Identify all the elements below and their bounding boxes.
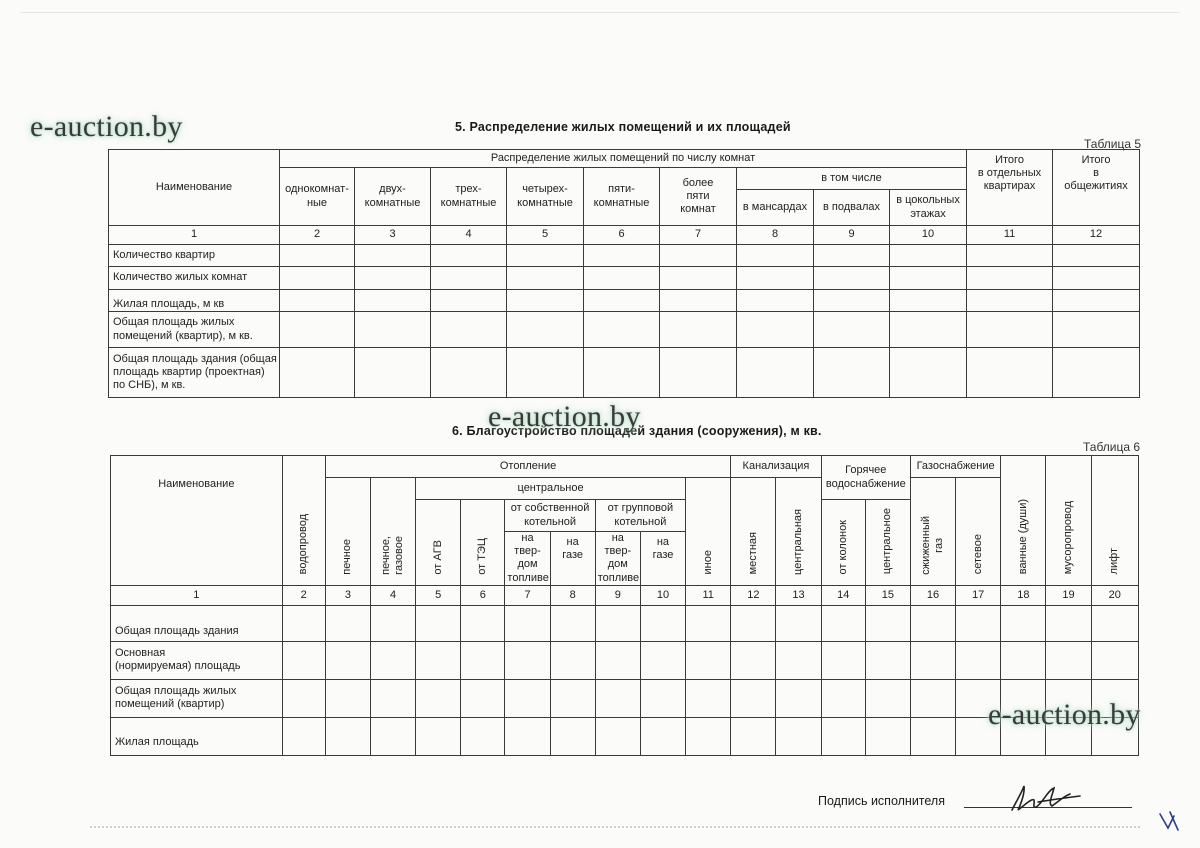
- t6-head-group: от групповой котельной: [595, 500, 685, 532]
- t6-num: 8: [550, 585, 595, 605]
- t6-head-c3: печное: [325, 478, 370, 586]
- t6-head-c16: сжиженный газ: [910, 478, 955, 586]
- t5-num: 10: [890, 226, 967, 245]
- t6-head-name: Наименование: [111, 456, 283, 586]
- t6-num: 13: [776, 585, 821, 605]
- t5-num: 8: [737, 226, 814, 245]
- t6-head-c5: от АГВ: [416, 500, 461, 586]
- t6-head-c4: печное, газовое: [370, 478, 415, 586]
- t6-head-c13: центральная: [776, 478, 821, 586]
- t6-head-c14: от колонок: [821, 500, 865, 586]
- t6-head-gas: Газоснабжение: [910, 456, 1000, 478]
- t5-head-c9: в подвалах: [814, 190, 890, 226]
- t6-num: 12: [731, 585, 776, 605]
- t6-num: 2: [282, 585, 325, 605]
- table6-heading: 6. Благоустройство площадей здания (сооружения), м кв.: [452, 424, 822, 438]
- t6-number-row: [111, 585, 1139, 605]
- table5: [108, 149, 1140, 398]
- table-row: [111, 679, 1139, 717]
- t6-head-c9: на твер- дом топливе: [595, 532, 640, 586]
- t6-num: 3: [325, 585, 370, 605]
- t6-row-label: Общая площадь здания: [111, 605, 283, 641]
- table-row: [109, 312, 1140, 348]
- table5-label: Таблица 5: [1084, 137, 1142, 151]
- table5-heading: 5. Распределение жилых помещений и их площадей: [455, 120, 791, 134]
- t5-num: 1: [109, 226, 280, 245]
- t6-row-label: Жилая площадь: [111, 717, 283, 755]
- watermark: e-auction.by: [988, 698, 1141, 731]
- t5-head-name: Наименование: [109, 150, 280, 226]
- t6-num: 6: [461, 585, 505, 605]
- t5-row-label: Общая площадь здания (общая площадь квартир (проектная) по СНБ), м кв.: [109, 348, 280, 398]
- t5-num: 11: [967, 226, 1053, 245]
- table6-label: Таблица 6: [1083, 440, 1141, 454]
- t6-num: 20: [1091, 585, 1138, 605]
- bottom-edge-line: [90, 826, 1140, 828]
- t6-num: 9: [595, 585, 640, 605]
- t5-head-c7: более пяти комнат: [660, 168, 737, 226]
- table-row: [109, 290, 1140, 312]
- t5-head-c6: пяти- комнатные: [584, 168, 660, 226]
- t5-num: 9: [814, 226, 890, 245]
- t5-row-label: Количество квартир: [109, 245, 280, 267]
- table-row: [109, 245, 1140, 267]
- t6-head-c10: на газе: [640, 532, 685, 586]
- table-row: [111, 641, 1139, 679]
- t6-head-c6: от ТЭЦ: [461, 500, 505, 586]
- table6: [110, 455, 1139, 756]
- t6-row-label: Основная (нормируемая) площадь: [111, 641, 283, 679]
- t6-head-c8: на газе: [550, 532, 595, 586]
- t6-num: 11: [686, 585, 731, 605]
- t5-row-label: Количество жилых комнат: [109, 267, 280, 290]
- t6-head-c11: иное: [686, 478, 731, 586]
- t6-head-own: от собственной котельной: [505, 500, 595, 532]
- t5-head-c10: в цокольных этажах: [890, 190, 967, 226]
- t6-num: 18: [1001, 585, 1046, 605]
- t6-head-c2: водопровод: [282, 456, 325, 586]
- t5-head-c11: Итого в отдельных квартирах: [967, 150, 1053, 226]
- t5-num: 5: [507, 226, 584, 245]
- t6-head-c17: сетевое: [956, 478, 1001, 586]
- t6-num: 10: [640, 585, 685, 605]
- t5-head-c8: в мансардах: [737, 190, 814, 226]
- t5-num: 4: [431, 226, 507, 245]
- t6-num: 1: [111, 585, 283, 605]
- t5-num: 12: [1053, 226, 1140, 245]
- watermark: e-auction.by: [488, 400, 641, 433]
- t6-head-c20: лифт: [1091, 456, 1138, 586]
- t6-head-c18: ванные (души): [1001, 456, 1046, 586]
- table-row: [111, 605, 1139, 641]
- t5-num: 3: [355, 226, 431, 245]
- t6-head-c7: на твер- дом топливе: [505, 532, 550, 586]
- table-row: [111, 717, 1139, 755]
- handwritten-signature: [998, 780, 1090, 816]
- t5-head-c2: однокомнат- ные: [280, 168, 355, 226]
- t6-num: 16: [910, 585, 955, 605]
- t5-head-c12: Итого в общежитиях: [1053, 150, 1140, 226]
- t6-row-label: Общая площадь жилых помещений (квартир): [111, 679, 283, 717]
- t5-head-group: Распределение жилых помещений по числу комнат: [280, 150, 967, 168]
- t5-head-subgroup: в том числе: [737, 168, 967, 190]
- t5-row-label: Общая площадь жилых помещений (квартир), м кв.: [109, 312, 280, 348]
- t5-row-label: Жилая площадь, м кв: [109, 290, 280, 312]
- t5-num: 7: [660, 226, 737, 245]
- watermark: e-auction.by: [30, 110, 183, 143]
- t6-head-hotwater: Горячее водоснабжение: [821, 456, 910, 500]
- t6-head-sewer: Канализация: [731, 456, 821, 478]
- t6-head-c12: местная: [731, 478, 776, 586]
- t6-num: 17: [956, 585, 1001, 605]
- t5-num: 2: [280, 226, 355, 245]
- t6-num: 14: [821, 585, 865, 605]
- t6-num: 7: [505, 585, 550, 605]
- t5-head-c4: трех- комнатные: [431, 168, 507, 226]
- t5-num: 6: [584, 226, 660, 245]
- t5-head-c3: двух- комнатные: [355, 168, 431, 226]
- table-row: [109, 267, 1140, 290]
- t6-num: 5: [416, 585, 461, 605]
- signature-label: Подпись исполнителя: [818, 794, 945, 808]
- corner-check-mark: [1156, 808, 1186, 834]
- top-edge-line: [20, 12, 1180, 13]
- t6-head-c19: мусоропровод: [1046, 456, 1091, 586]
- t6-num: 4: [370, 585, 415, 605]
- t6-head-c15: центральное: [865, 500, 910, 586]
- t5-number-row: [109, 226, 1140, 245]
- t6-num: 19: [1046, 585, 1091, 605]
- t6-num: 15: [865, 585, 910, 605]
- t6-head-heating: Отопление: [325, 456, 731, 478]
- t6-head-central: центральное: [416, 478, 686, 500]
- table-row: [109, 348, 1140, 398]
- t5-head-c5: четырех- комнатные: [507, 168, 584, 226]
